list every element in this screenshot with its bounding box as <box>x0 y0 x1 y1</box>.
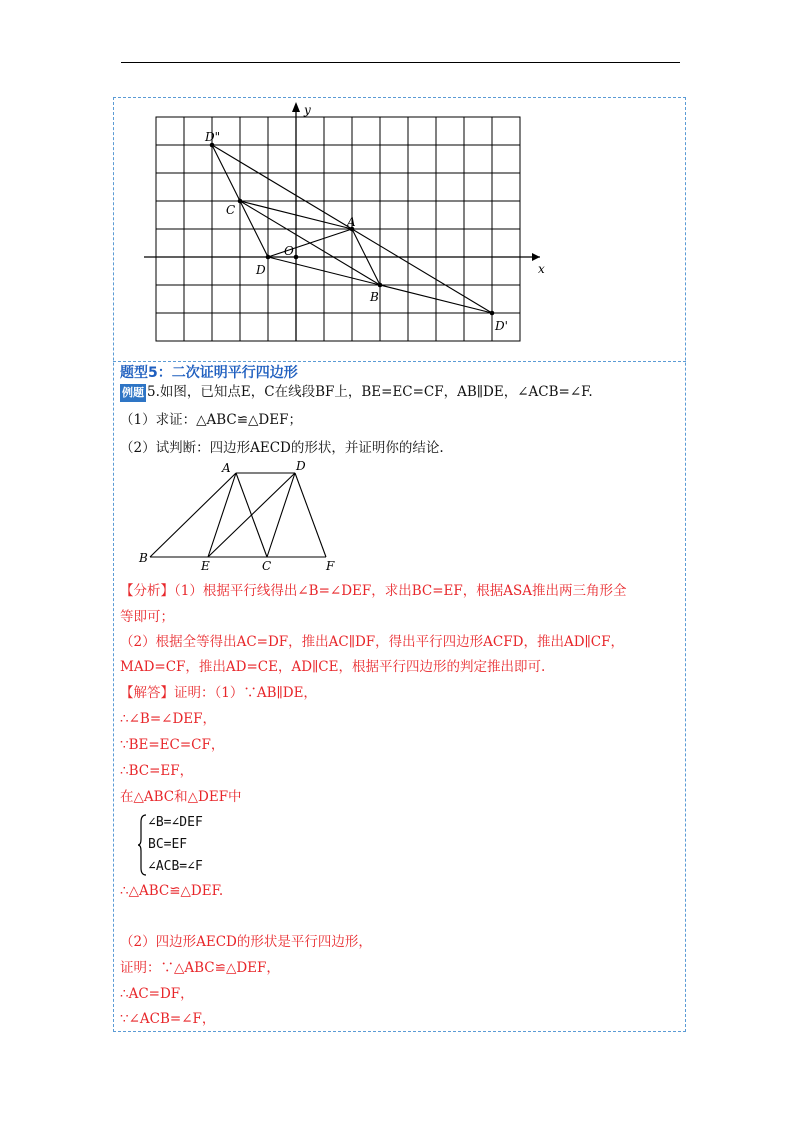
analysis-tag: 【分析】 <box>120 583 174 599</box>
problem-intro-line <box>120 383 593 402</box>
solution-step: ∵BE=EC=CF， <box>120 737 225 753</box>
problem-intro: 5.如图，已知点E，C在线段BF上，BE=EC=CF，AB∥DE，∠ACB=∠F. <box>147 384 593 400</box>
tri-label-a: A <box>222 461 231 475</box>
tri-label-f: F <box>326 559 335 573</box>
analysis-line-4: MAD=CF，推出AD=CE，AD∥CE，根据平行四边形的判定推出即可. <box>120 659 546 675</box>
solution-step: ∴∠B=∠DEF， <box>120 711 216 727</box>
problem-part2: （2）试判断：四边形AECD的形状，并证明你的结论. <box>120 440 444 456</box>
brace-icon <box>138 814 148 876</box>
graph-label-d: D <box>256 263 266 277</box>
solution-first-line <box>120 684 317 702</box>
solution-part2-proof: 证明：∵△ABC≌△DEF， <box>120 960 280 976</box>
solution-step: 在△ABC和△DEF中 <box>120 789 242 805</box>
congruence-conditions <box>140 812 203 878</box>
problem-part1: （1）求证：△ABC≌△DEF； <box>120 412 302 428</box>
graph-label-x: x <box>538 262 545 276</box>
graph-label-c: C <box>226 203 236 217</box>
triangle-figure <box>0 455 800 575</box>
graph-label-y: y <box>304 103 311 117</box>
example-badge: 例题 <box>120 384 146 402</box>
graph-label-d2: D" <box>205 130 221 144</box>
solution-conclusion-1: ∴△ABC≌△DEF. <box>120 883 224 899</box>
analysis-line-1 <box>120 582 627 600</box>
condition-bc-ef: BC=EF <box>148 837 188 852</box>
coordinate-grid-figure <box>0 0 800 360</box>
solution-part2-step1: ∴AC=DF， <box>120 986 194 1002</box>
tri-label-d: D <box>296 459 306 473</box>
solution-step: ∴BC=EF， <box>120 763 194 779</box>
solution-part2-step2: ∵∠ACB=∠F， <box>120 1011 216 1027</box>
section-heading: 题型5：二次证明平行四边形 <box>120 365 298 381</box>
tri-label-e: E <box>201 559 210 573</box>
condition-angle-b: ∠B=∠DEF <box>148 815 203 830</box>
solution-tag: 【解答】 <box>120 685 174 701</box>
condition-angle-acb: ∠ACB=∠F <box>148 859 203 874</box>
solution-first: 证明：（1）∵AB∥DE， <box>174 685 317 701</box>
graph-label-b: B <box>370 290 379 304</box>
graph-label-o: O <box>284 244 294 258</box>
graph-label-a: A <box>347 215 356 229</box>
tri-label-c: C <box>262 559 272 573</box>
analysis-text-1: （1）根据平行线得出∠B=∠DEF，求出BC=EF，根据ASA推出两三角形全 <box>174 583 627 599</box>
solution-part2-title: （2）四边形AECD的形状是平行四边形， <box>120 934 372 950</box>
graph-label-d1: D' <box>495 319 508 333</box>
analysis-line-3: （2）根据全等得出AC=DF，推出AC∥DF，得出平行四边形ACFD，推出AD∥CF， <box>120 634 624 650</box>
tri-label-b: B <box>139 551 148 565</box>
analysis-line-2: 等即可； <box>120 609 174 625</box>
